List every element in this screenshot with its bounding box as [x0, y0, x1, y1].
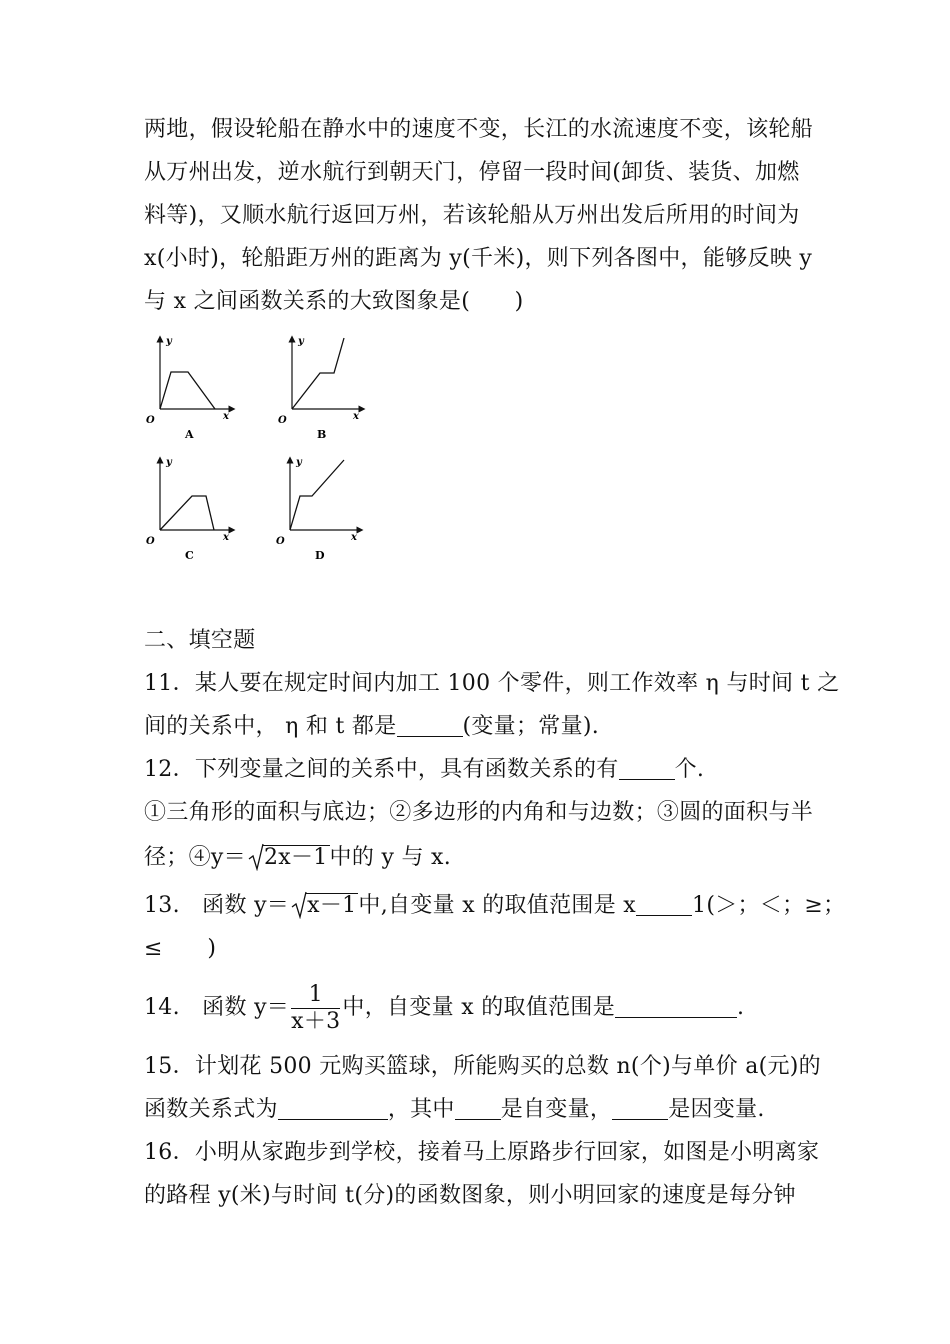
section-heading: 二、填空题 [144, 628, 256, 653]
q13-line [144, 891, 845, 921]
origin-label: O [146, 536, 155, 547]
q13-text: 1(＞；＜；≥； [692, 893, 846, 918]
q11-text: 间的关系中， η 和 t 都是 [144, 714, 397, 739]
q12-text: 中的 y 与 x. [329, 845, 452, 870]
fraction: $\frac{1}{x+3}$ [291, 981, 341, 1034]
q14-line [144, 980, 744, 1036]
x-axis-label: x [351, 532, 357, 543]
question-text-line: x(小时)，轮船距万州的距离为 y(千米)，则下列各图中，能够反映 y [144, 246, 813, 271]
q14-text: 14. 函数 y＝ [144, 995, 290, 1020]
y-axis-label: y [166, 457, 172, 468]
answer-blank[interactable] [615, 995, 737, 1018]
y-axis-label: y [296, 457, 302, 468]
q11-text: (变量；常量). [462, 714, 600, 739]
q11-line [144, 712, 599, 742]
origin-label: O [278, 415, 287, 426]
answer-blank[interactable] [455, 1097, 501, 1120]
answer-blank[interactable] [397, 714, 463, 737]
y-axis-label: y [166, 336, 172, 347]
graph-option-c [140, 456, 240, 570]
answer-blank[interactable] [612, 1097, 668, 1120]
x-axis-label: x [223, 532, 229, 543]
q16-line: 16．小明从家跑步到学校，接着马上原路步行回家，如图是小明离家 [144, 1140, 820, 1165]
graph-caption: D [315, 549, 325, 562]
origin-label: O [276, 536, 285, 547]
graph-caption: A [185, 428, 194, 441]
origin-label: O [146, 415, 155, 426]
q13-line: ≤ ) [144, 936, 217, 961]
question-text-line: 两地，假设轮船在静水中的速度不变，长江的水流速度不变，该轮船 [144, 117, 814, 142]
graph-option-a [140, 335, 240, 449]
graph-option-b [272, 335, 372, 449]
q12-line [144, 755, 704, 785]
question-text-line: 与 x 之间函数关系的大致图象是( ) [144, 289, 524, 314]
x-axis-label: x [353, 411, 359, 422]
graph-caption: C [185, 549, 194, 562]
sqrt-expression: 2x－1 [248, 843, 330, 873]
q15-text: 是因变量. [668, 1097, 765, 1122]
answer-blank[interactable] [619, 757, 675, 780]
q12-line: ①三角形的面积与底边；②多边形的内角和与边数；③圆的面积与半 [144, 800, 814, 825]
q15-line: 15．计划花 500 元购买篮球，所能购买的总数 n(个)与单价 a(元)的 [144, 1054, 821, 1079]
graph-option-d [270, 456, 370, 570]
q12-text: 12．下列变量之间的关系中，具有函数关系的有 [144, 757, 619, 782]
q14-text: . [737, 995, 745, 1020]
q12-line [144, 843, 451, 873]
q15-line [144, 1095, 765, 1125]
q12-text: 径；④y＝ [144, 845, 246, 870]
question-text-line: 料等)，又顺水航行返回万州，若该轮船从万州出发后所用的时间为 [144, 203, 800, 228]
sqrt-expression: x－1 [291, 891, 358, 921]
q13-text: 13. 函数 y＝ [144, 893, 290, 918]
answer-blank[interactable] [636, 893, 692, 916]
q14-text: 中，自变量 x 的取值范围是 [342, 995, 616, 1020]
answer-blank[interactable] [278, 1097, 388, 1120]
question-text-line: 从万州出发，逆水航行到朝天门，停留一段时间(卸货、装货、加燃 [144, 160, 800, 185]
y-axis-label: y [298, 336, 304, 347]
q13-text: 中,自变量 x 的取值范围是 x [358, 893, 637, 918]
graph-caption: B [317, 428, 327, 441]
q16-line: 的路程 y(米)与时间 t(分)的函数图象，则小明回家的速度是每分钟 [144, 1183, 796, 1208]
q15-text: ，其中 [387, 1097, 455, 1122]
q11-line: 11．某人要在规定时间内加工 100 个零件，则工作效率 η 与时间 t 之 [144, 671, 840, 696]
q15-text: 是自变量， [500, 1097, 613, 1122]
x-axis-label: x [223, 411, 229, 422]
q15-text: 函数关系式为 [144, 1097, 278, 1122]
q12-text: 个. [674, 757, 705, 782]
